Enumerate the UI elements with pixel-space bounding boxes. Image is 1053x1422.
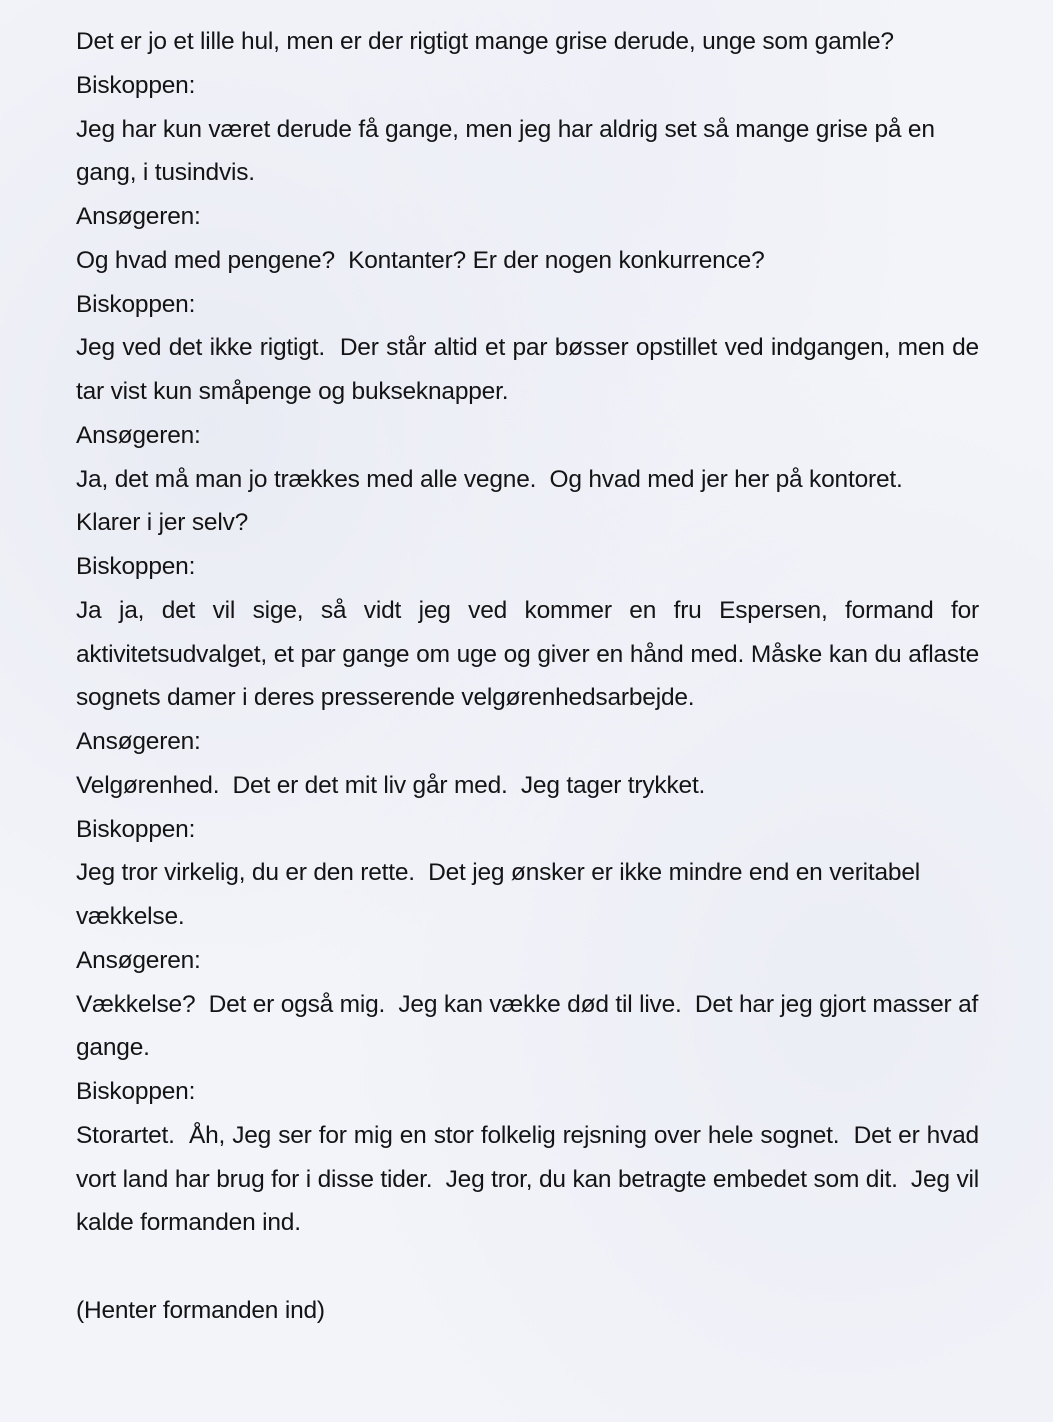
speech-line: Velgørenhed. Det er det mit liv går med. Jeg tager trykket. xyxy=(76,771,706,799)
speaker-label: Ansøgeren: xyxy=(76,728,201,755)
document-page xyxy=(76,20,986,1333)
speaker-label: Ansøgeren: xyxy=(76,946,201,974)
speaker-label: Ansøgeren: xyxy=(76,203,201,230)
stage-direction: (Henter formanden ind) xyxy=(76,1296,325,1324)
blank-line xyxy=(76,1245,979,1289)
speech-line: Jeg tror virkelig, du er den rette. Det jeg ønsker er ikke mindre end en veritabel vækkelse. xyxy=(76,859,927,930)
speech-line: Vækkelse? Det er også mig. Jeg kan vække død til live. Det har jeg gjort masser af gange. xyxy=(76,990,985,1062)
speaker-label: Biskoppen: xyxy=(76,71,196,99)
speech-line: Jeg har kun været derude få gange, men jeg har aldrig set så mange grise på en gang, i tusindvis. xyxy=(76,115,942,187)
speech-line: Ja, det må man jo trækkes med alle vegne. Og hvad med jer her på kontoret. Klarer i jer selv? xyxy=(76,465,916,537)
speech-line: Det er jo et lille hul, men er der rigtigt mange grise derude, unge som gamle? xyxy=(76,28,894,55)
speaker-label: Biskoppen: xyxy=(76,290,196,318)
speaker-label: Ansøgeren: xyxy=(76,421,201,449)
speech-line: Storartet. Åh, Jeg ser for mig en stor folkelig rejsning over hele sognet. Det er hvad vort land har brug for i disse tider. Jeg tror, du kan betragte embedet som dit. Jeg vil kalde formanden ind. xyxy=(76,1121,986,1237)
speech-line: Og hvad med pengene? Kontanter? Er der nogen konkurrence? xyxy=(76,246,765,274)
speaker-label: Biskoppen: xyxy=(76,1078,196,1105)
speaker-label: Biskoppen: xyxy=(76,815,196,843)
speech-line: Jeg ved det ikke rigtigt. Der står altid et par bøsser opstillet ved indgangen, men de tar vist kun småpenge og bukseknapper. xyxy=(76,334,986,405)
speaker-label: Biskoppen: xyxy=(76,553,196,580)
speech-line: Ja ja, det vil sige, så vidt jeg ved kommer en fru Espersen, formand for aktivitetsudvalget, et par gange om uge og giver en hånd med. Måske kan du aflaste sognets damer i deres presserende velgørenhedsarbejde. xyxy=(76,596,986,712)
